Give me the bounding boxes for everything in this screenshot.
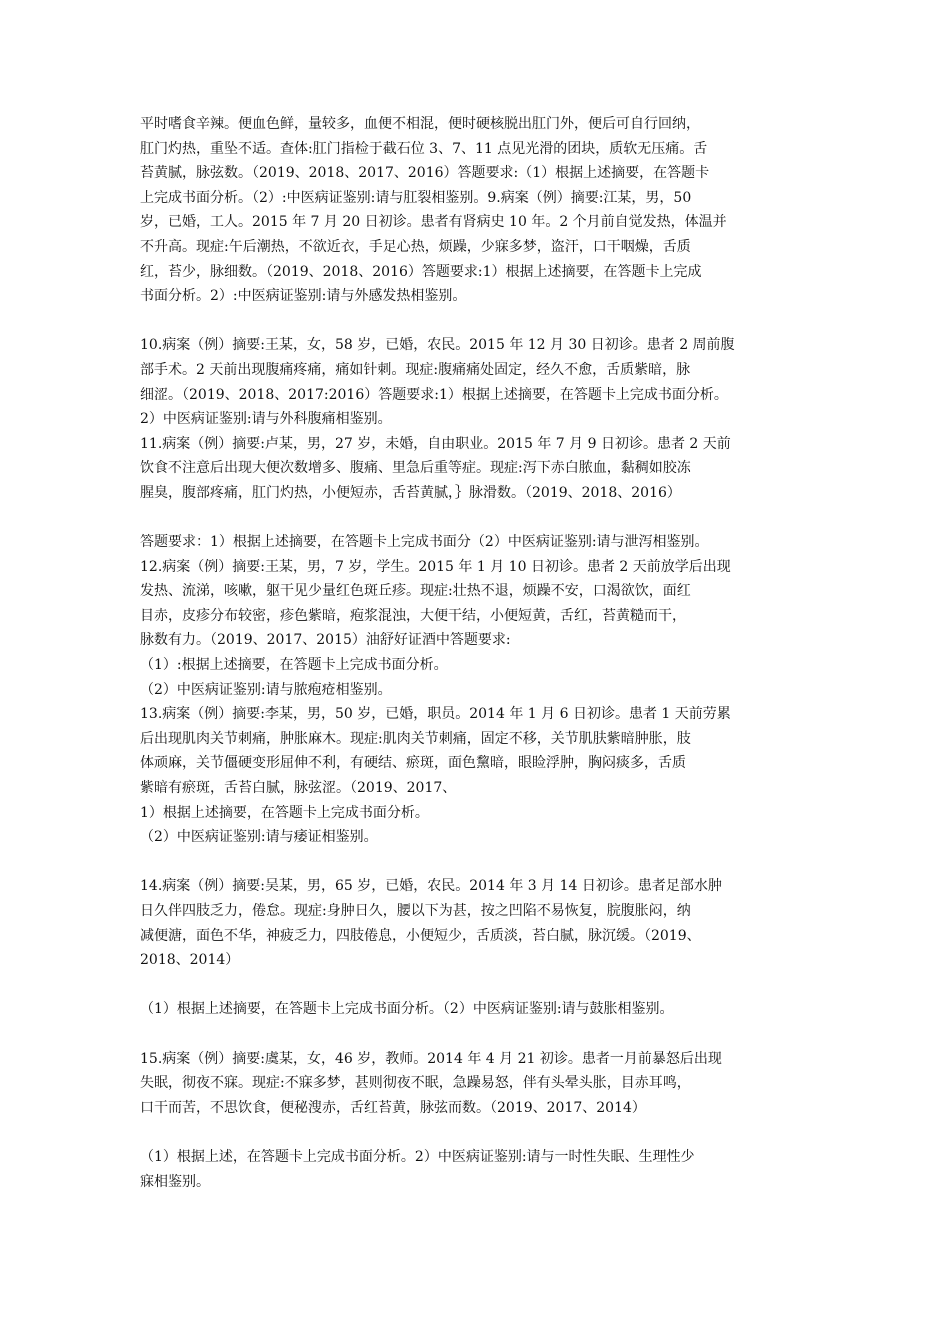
- text-line: 书面分析。2）:中医病证鉴别:请与外感发热相鉴别。: [140, 288, 467, 305]
- text-line: 11.病案（例）摘要:卢某，男，27 岁，未婚，自由职业。2015 年 7 月 9 日初诊。患者 2 天前: [140, 435, 731, 452]
- text-line: 1）根据上述摘要，在答题卡上完成书面分析。: [140, 804, 429, 821]
- text-line: （1）:根据上述摘要，在答题卡上完成书面分析。: [140, 657, 448, 674]
- text-line: 减便溏，面色不华，神疲乏力，四肢倦息，小便短少，舌质淡，苔白腻，脉沉缓。（2019、: [140, 927, 701, 944]
- blank-line: [140, 1120, 816, 1145]
- text-line: 肛门灼热，重坠不适。查体:肛门指检于截石位 3、7、11 点见光滑的团块，质软无压痛。舌: [140, 140, 708, 157]
- text-line: （1）根据上述摘要，在答题卡上完成书面分析。（2）中医病证鉴别:请与鼓胀相鉴别。: [140, 1001, 674, 1018]
- text-line: 13.病案（例）摘要:李某，男，50 岁，已婚，职员。2014 年 1 月 6 日初诊。患者 1 天前劳累: [140, 706, 731, 723]
- text-line: 10.病案（例）摘要:王某，女，58 岁，已婚，农民。2015 年 12 月 30 日初诊。患者 2 周前腹: [140, 337, 735, 354]
- text-line: 日久伴四肢乏力，倦怠。现症:身肿日久，腰以下为甚，按之凹陷不易恢复，脘腹胀闷，纳: [140, 903, 691, 919]
- text-line: 细涩。（2019、2018、2017:2016）答题要求:1）根据上述摘要，在答题卡上完成书面分析。: [140, 386, 728, 403]
- text-line: 饮食不注意后出现大便次数增多、腹痛、里急后重等症。现症:泻下赤白脓血，黏稠如胶冻: [140, 460, 691, 477]
- text-line: 苔黄腻，脉弦数。（2019、2018、2017、2016）答题要求:（1）根据上述摘要，在答题卡: [140, 165, 710, 182]
- text-line: （2）中医病证鉴别:请与痿证相鉴别。: [140, 829, 378, 846]
- blank-line: [140, 1022, 816, 1047]
- text-line: 平时嗜食辛辣。便血色鲜，量较多，血便不相混，便时硬核脱出肛门外，便后可自行回纳，: [140, 116, 700, 132]
- text-line: 15.病案（例）摘要:虞某，女，46 岁，教师。2014 年 4 月 21 初诊。患者一月前暴怒后出现: [140, 1050, 722, 1067]
- text-line: 口干而苦，不思饮食，便秘溲赤，舌红苔黄，脉弦而数。（2019、2017、2014）: [140, 1099, 646, 1116]
- text-line: 脉数有力。（2019、2017、2015）油舒好证酒中答题要求:: [140, 632, 511, 649]
- text-line: 2）中医病证鉴别:请与外科腹痛相鉴别。: [140, 411, 392, 428]
- text-line: 腥臭，腹部疼痛，肛门灼热，小便短赤，舌苔黄腻，｝脉滑数。（2019、2018、2016）: [140, 484, 681, 501]
- text-line: 失眠，彻夜不寐。现症:不寐多梦，甚则彻夜不眠，急躁易怒，伴有头晕头胀，目赤耳鸣，: [140, 1075, 691, 1092]
- text-line: 2018、2014）: [140, 952, 240, 969]
- text-line: 后出现肌肉关节刺痛，肿胀麻木。现症:肌肉关节刺痛，固定不移，关节肌肤紫暗肿胀，肢: [140, 730, 691, 747]
- text-line: 上完成书面分析。（2）:中医病证鉴别:请与肛裂相鉴别。9.病案（例）摘要:江某，男，50: [140, 189, 692, 206]
- text-line: 红，苔少，脉细数。（2019、2018、2016）答题要求:1）根据上述摘要，在答题卡上完成: [140, 263, 702, 280]
- text-line: （1）根据上述，在答题卡上完成书面分析。2）中医病证鉴别:请与一时性失眠、生理性少: [140, 1148, 695, 1165]
- document-body: [140, 112, 816, 1194]
- text-line: 寐相鉴别。: [140, 1173, 210, 1190]
- text-line: （2）中医病证鉴别:请与脓疱疮相鉴别。: [140, 681, 392, 698]
- text-line: 14.病案（例）摘要:吴某，男，65 岁，已婚，农民。2014 年 3 月 14 日初诊。患者足部水肿: [140, 878, 722, 895]
- text-line: 紫暗有瘀斑，舌苔白腻，脉弦涩。（2019、2017、: [140, 780, 457, 797]
- blank-line: [140, 973, 816, 998]
- blank-line: [140, 506, 816, 531]
- text-line: 岁，已婚，工人。2015 年 7 月 20 日初诊。患者有肾病史 10 年。2 个月前自觉发热，体温并: [140, 214, 727, 231]
- text-line: 发热、流涕，咳嗽，躯干见少量红色斑丘疹。现症:壮热不退，烦躁不安，口渴欲饮，面红: [140, 583, 691, 600]
- text-line: 体顽麻，关节僵硬变形屈伸不利，有硬结、瘀斑，面色黧暗，眼睑浮肿，胸闷痰多，舌质: [140, 755, 686, 772]
- blank-line: [140, 850, 816, 875]
- blank-line: [140, 309, 816, 334]
- text-line: 部手术。2 天前出现腹痛疼痛，痛如针刺。现症:腹痛痛处固定，经久不愈，舌质紫暗，脉: [140, 361, 691, 378]
- text-line: 12.病案（例）摘要:王某，男，7 岁，学生。2015 年 1 月 10 日初诊。患者 2 天前放学后出现: [140, 558, 731, 575]
- text-line: 不升高。现症:午后潮热，不欲近衣，手足心热，烦躁，少寐多梦，盗汗，口干咽燥，舌质: [140, 238, 691, 255]
- text-line: 答题要求：1）根据上述摘要，在答题卡上完成书面分（2）中医病证鉴别:请与泄泻相鉴别。: [140, 534, 709, 551]
- text-line: 目赤，皮疹分布较密，疹色紫暗，疱浆混浊，大便干结，小便短黄，舌红，苔黄糙而干，: [140, 607, 686, 624]
